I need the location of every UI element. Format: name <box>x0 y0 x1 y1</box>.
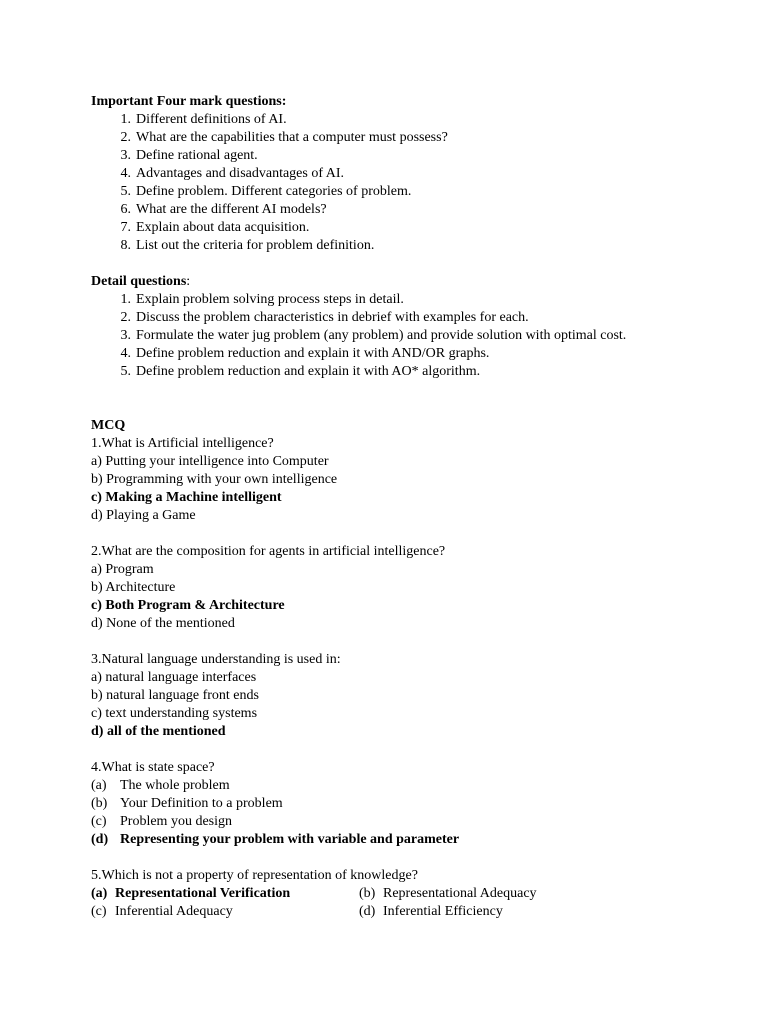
item-text: What are the different AI models? <box>136 202 327 217</box>
item-number: 5. <box>120 364 131 379</box>
question-text: 3.Natural language understanding is used in: <box>91 652 341 667</box>
option-text: The whole problem <box>120 778 230 793</box>
option-label: (d) <box>359 904 376 919</box>
item-number: 3. <box>120 148 131 163</box>
list-item <box>91 111 731 129</box>
list-item <box>91 363 731 381</box>
item-number: 3. <box>120 328 131 343</box>
item-text: List out the criteria for problem definition. <box>136 238 375 253</box>
spacer <box>91 399 731 417</box>
option-d: d) None of the mentioned <box>91 616 235 631</box>
item-number: 1. <box>120 292 131 307</box>
item-number: 2. <box>120 130 131 145</box>
detail-heading-colon: : <box>186 274 191 289</box>
item-text: Define problem reduction and explain it with AO* algorithm. <box>136 364 481 379</box>
option-b: b) Architecture <box>91 580 176 595</box>
option-b <box>359 885 537 903</box>
item-number: 4. <box>120 166 131 181</box>
detail-heading-line <box>91 273 731 291</box>
option-d-answer <box>91 831 731 849</box>
question-text: 1.What is Artificial intelligence? <box>91 436 274 451</box>
question-text: 4.What is state space? <box>91 760 215 775</box>
item-text: Define problem reduction and explain it with AND/OR graphs. <box>136 346 490 361</box>
mcq-heading: MCQ <box>91 418 126 433</box>
question-text: 5.Which is not a property of representation of knowledge? <box>91 868 418 883</box>
option-a: a) Program <box>91 562 154 577</box>
list-item <box>91 201 731 219</box>
option-d: d) Playing a Game <box>91 508 196 523</box>
options-row-2 <box>91 903 731 921</box>
option-text: Representing your problem with variable and parameter <box>120 832 460 847</box>
option-label: (b) <box>359 886 376 901</box>
item-number: 5. <box>120 184 131 199</box>
option-d-answer: d) all of the mentioned <box>91 724 226 739</box>
option-a <box>91 777 731 795</box>
option-text: Problem you design <box>120 814 232 829</box>
list-item <box>91 327 731 345</box>
item-number: 1. <box>120 112 131 127</box>
option-label: (a) <box>91 886 108 901</box>
item-text: Explain about data acquisition. <box>136 220 310 235</box>
list-item <box>91 219 731 237</box>
option-label: (c) <box>91 814 107 829</box>
list-item <box>91 345 731 363</box>
option-b <box>91 795 731 813</box>
option-text: Inferential Efficiency <box>383 904 503 919</box>
option-c <box>91 813 731 831</box>
option-text: Representational Adequacy <box>383 886 537 901</box>
mcq-question-2 <box>91 543 731 633</box>
mcq-question-5 <box>91 867 731 921</box>
option-c <box>91 903 359 921</box>
item-text: Discuss the problem characteristics in debrief with examples for each. <box>136 310 529 325</box>
item-text: Define rational agent. <box>136 148 258 163</box>
document-page <box>91 93 731 921</box>
option-text: Your Definition to a problem <box>120 796 283 811</box>
mcq-question-3 <box>91 651 731 741</box>
option-b: b) natural language front ends <box>91 688 259 703</box>
option-a: a) Putting your intelligence into Computer <box>91 454 329 469</box>
option-text: Representational Verification <box>115 886 291 901</box>
item-text: Advantages and disadvantages of AI. <box>136 166 344 181</box>
detail-list <box>91 291 731 381</box>
list-item <box>91 165 731 183</box>
option-c-answer: c) Making a Machine intelligent <box>91 490 282 505</box>
mcq-section <box>91 417 731 921</box>
list-item <box>91 237 731 255</box>
item-text: Different definitions of AI. <box>136 112 287 127</box>
option-label: (c) <box>91 904 107 919</box>
question-text: 2.What are the composition for agents in artificial intelligence? <box>91 544 446 559</box>
mcq-question-4 <box>91 759 731 849</box>
option-label: (b) <box>91 796 108 811</box>
four-mark-list <box>91 111 731 255</box>
option-a: a) natural language interfaces <box>91 670 257 685</box>
mcq-question-1 <box>91 435 731 525</box>
item-text: What are the capabilities that a computer must possess? <box>136 130 448 145</box>
option-text: Inferential Adequacy <box>115 904 233 919</box>
option-d <box>359 903 503 921</box>
detail-section <box>91 273 731 381</box>
options-row-1 <box>91 885 731 903</box>
item-text: Define problem. Different categories of problem. <box>136 184 412 199</box>
option-c-answer: c) Both Program & Architecture <box>91 598 285 613</box>
option-a-answer <box>91 885 359 903</box>
item-number: 2. <box>120 310 131 325</box>
option-label: (d) <box>91 832 109 847</box>
option-label: (a) <box>91 778 107 793</box>
list-item <box>91 183 731 201</box>
list-item <box>91 147 731 165</box>
item-text: Formulate the water jug problem (any problem) and provide solution with optimal cost. <box>136 328 627 343</box>
list-item <box>91 129 731 147</box>
four-mark-heading: Important Four mark questions: <box>91 94 287 109</box>
four-mark-section <box>91 93 731 255</box>
item-number: 4. <box>120 346 131 361</box>
list-item <box>91 291 731 309</box>
item-number: 7. <box>120 220 131 235</box>
item-text: Explain problem solving process steps in detail. <box>136 292 404 307</box>
item-number: 8. <box>120 238 131 253</box>
item-number: 6. <box>120 202 131 217</box>
option-b: b) Programming with your own intelligence <box>91 472 338 487</box>
option-c: c) text understanding systems <box>91 706 258 721</box>
detail-heading: Detail questions <box>91 274 187 289</box>
list-item <box>91 309 731 327</box>
